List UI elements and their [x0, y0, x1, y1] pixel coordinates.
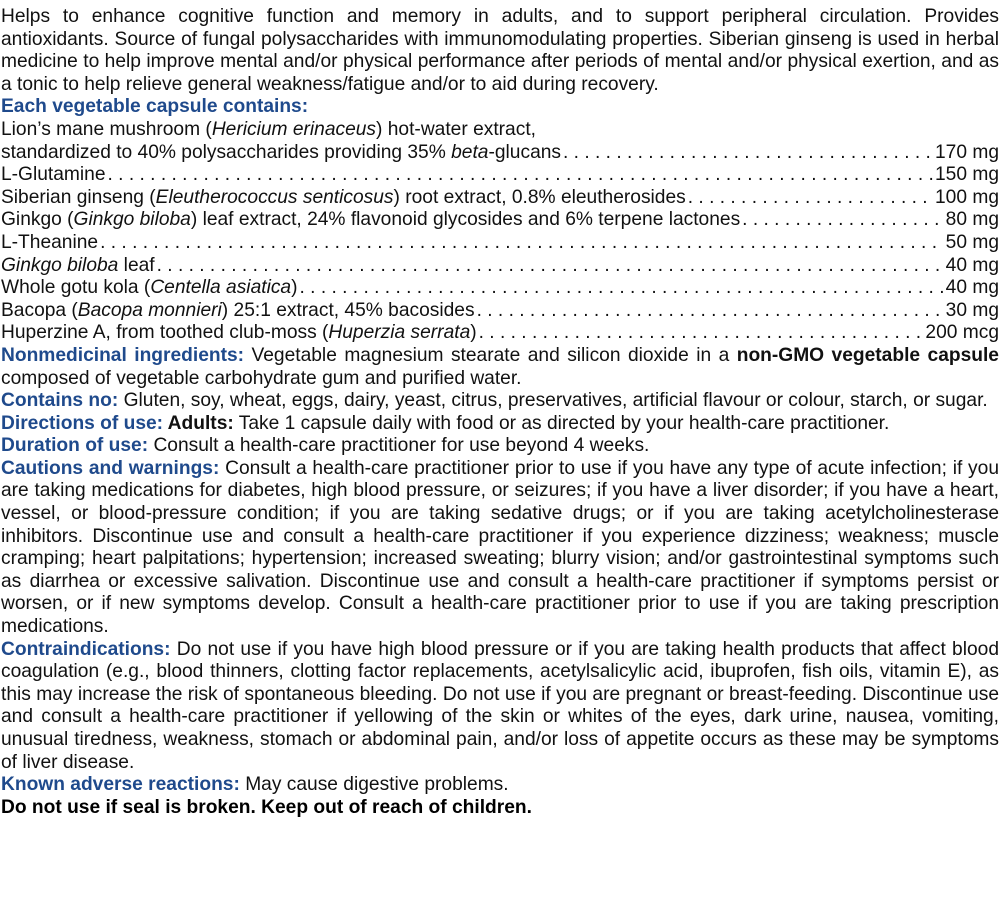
capsule-contents-heading: Each vegetable capsule contains:	[1, 96, 309, 118]
intro-paragraph: Helps to enhance cognitive function and memory in adults, and to support peripheral circulation. Provides antioxidants. Source of fungal polysaccharides with immunomodulating properties. Siberian ginseng is used in herbal medicine to help improve mental and/or physical performance after periods of mental and/or physical exertion, and as a tonic to help relieve general weakness/fatigue and/or to aid during recovery.	[1, 6, 999, 95]
section-label: Contains no:	[1, 390, 119, 412]
section-label: Nonmedicinal ingredients:	[1, 344, 245, 366]
leader-dots	[563, 142, 933, 165]
ingredient-ginkgo-leaf: Ginkgo biloba leaf . . . 40 mg	[1, 255, 999, 278]
ingredient-dose: 50 mg	[945, 231, 999, 253]
adverse-reactions-section: Known adverse reactions: May cause digestive problems.	[1, 774, 509, 796]
leader-dots	[742, 209, 944, 232]
ingredient-huperzine: Huperzine A, from toothed club-moss (Huperzia serrata) . . . 200 mcg	[1, 322, 999, 345]
duration-section: Duration of use: Consult a health-care practitioner for use beyond 4 weeks.	[1, 435, 650, 457]
ingredient-dose: 30 mg	[945, 299, 999, 321]
leader-dots	[688, 187, 933, 210]
section-label: Duration of use:	[1, 435, 149, 457]
ingredient-dose: 100 mg	[935, 186, 999, 208]
leader-dots	[108, 164, 933, 187]
cautions-section: Cautions and warnings: Consult a health-care practitioner prior to use if you have any type of acute infection; if you are taking medications for diabetes, high blood pressure, or seizures; if you have a liver disorder; if you have a heart, vessel, or blood-pressure condition; if you are taking sedative drugs; or if you are taking acetylcholinesterase inhibitors. Discontinue use and consult a health-care practitioner if you experience dizziness; weakness; muscle cramping; heart palpitations; hypertension; increased sweating; blurry vision; and/or gastrointestinal symptoms such as diarrhea or excessive salivation. Discontinue use and consult a health-care practitioner if symptoms persist or worsen, or if new symptoms develop. Consult a health-care practitioner prior to use if you are taking prescription medications.	[1, 457, 999, 638]
ingredient-dose: 170 mg	[935, 141, 999, 163]
nonmedicinal-section: Nonmedicinal ingredients: Vegetable magnesium stearate and silicon dioxide in a non-GMO vegetable capsule composed of vegetable carbohydrate gum and purified water.	[1, 344, 999, 389]
leader-dots	[479, 322, 924, 345]
leader-dots	[477, 300, 944, 323]
directions-section: Directions of use: Adults: Take 1 capsule daily with food or as directed by your health-care practitioner.	[1, 412, 890, 434]
section-label: Cautions and warnings:	[1, 457, 220, 479]
final-warning: Do not use if seal is broken. Keep out of reach of children.	[1, 796, 532, 818]
leader-dots	[100, 232, 944, 255]
section-label: Known adverse reactions:	[1, 774, 240, 796]
ingredient-theanine: L-Theanine . . . 50 mg	[1, 232, 999, 255]
ingredient-bacopa: Bacopa (Bacopa monnieri) 25:1 extract, 45% bacosides . . . 30 mg	[1, 300, 999, 323]
ingredient-ginkgo-extract: Ginkgo (Ginkgo biloba) leaf extract, 24% flavonoid glycosides and 6% terpene lactones . . . 80 mg	[1, 209, 999, 232]
contains-no-section: Contains no: Gluten, soy, wheat, eggs, dairy, yeast, citrus, preservatives, artificial flavour or colour, starch, or sugar.	[1, 390, 988, 412]
section-label: Contraindications:	[1, 638, 171, 660]
ingredient-dose: 40 mg	[945, 277, 999, 299]
section-label: Directions of use:	[1, 412, 164, 434]
latin-name: Hericium erinaceus	[211, 118, 377, 140]
ingredient-siberian-ginseng: Siberian ginseng (Eleutherococcus senticosus) root extract, 0.8% eleutherosides . . . 100 mg	[1, 187, 999, 210]
leader-dots	[157, 255, 944, 278]
ingredient-dose: 200 mcg	[925, 322, 999, 344]
ingredient-glutamine: L-Glutamine . . . 150 mg	[1, 164, 999, 187]
ingredient-dose: 80 mg	[945, 209, 999, 231]
leader-dots	[300, 277, 944, 300]
ingredient-lions-mane: Lion’s mane mushroom (Hericium erinaceus) hot-water extract, standardized to 40% polysaccharides providing 35% beta-glucans . . . 170 mg	[1, 119, 999, 164]
ingredient-gotu-kola: Whole gotu kola (Centella asiatica) . . . 40 mg	[1, 277, 999, 300]
ingredient-dose: 40 mg	[945, 254, 999, 276]
contraindications-section: Contraindications: Do not use if you have high blood pressure or if you are taking health products that affect blood coagulation (e.g., blood thinners, clotting factor replacements, acetylsalicylic acid, ibuprofen, fish oils, vitamin E), as this may increase the risk of spontaneous bleeding. Do not use if you are pregnant or breast-feeding. Discontinue use and consult a health-care practitioner if yellowing of the skin or whites of the eyes, dark urine, nausea, vomiting, unusual tiredness, weakness, stomach or abdominal pain, and/or loss of appetite occurs as these may be symptoms of liver disease.	[1, 638, 999, 773]
ingredient-dose: 150 mg	[935, 164, 999, 186]
